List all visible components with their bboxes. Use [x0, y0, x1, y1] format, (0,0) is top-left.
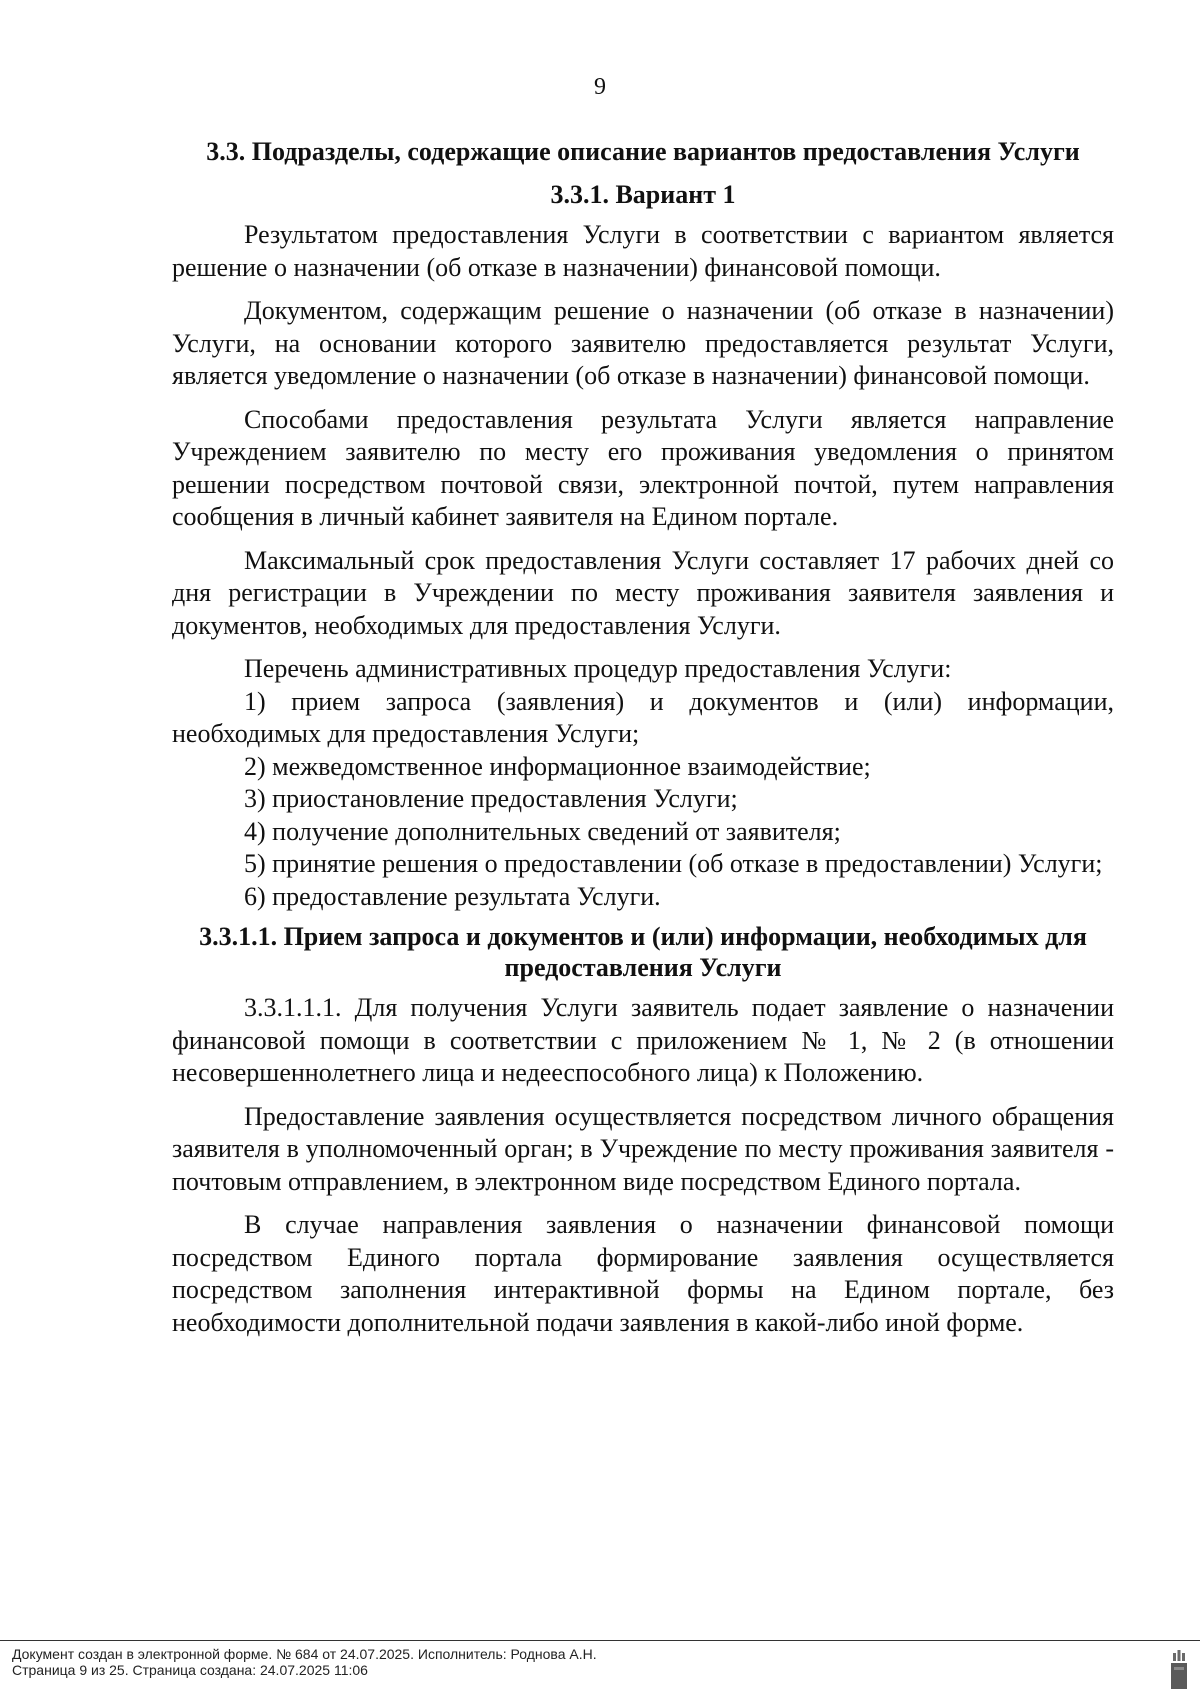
footer-line-page: Страница 9 из 25. Страница создана: 24.07.2025 11:06: [12, 1662, 368, 1678]
procedure-item: 4) получение дополнительных сведений от заявителя;: [244, 816, 841, 846]
procedure-item: 6) предоставление результата Услуги.: [244, 881, 661, 911]
paragraph-document: Документом, содержащим решение о назначении (об отказе в назначении) Услуги, на основании которого заявителю предоставляется результат Услуги, является уведомление о назначении (об отказе в назначении) финансовой помощи.: [172, 296, 1114, 390]
coat-of-arms-icon: [1168, 1649, 1190, 1691]
paragraph-max-term: Максимальный срок предоставления Услуги составляет 17 рабочих дней со дня регистрации в Учреждении по месту проживания заявителя заявления и документов, необходимых для предоставления Услуги.: [172, 545, 1114, 640]
document-footer: [0, 1640, 1200, 1678]
variant-heading: 3.3.1. Вариант 1: [550, 180, 736, 209]
procedure-item: 3) приостановление предоставления Услуги;: [244, 784, 738, 813]
paragraph-result: Результатом предоставления Услуги в соответствии с вариантом является решение о назначении (об отказе в назначении) финансовой помощи.: [172, 220, 1114, 282]
footer-line-created: Документ создан в электронной форме. № 684 от 24.07.2025. Исполнитель: Роднова А.Н.: [12, 1646, 597, 1662]
section-heading: 3.3. Подразделы, содержащие описание вариантов предоставления Услуги: [206, 137, 1080, 166]
paragraph-application: 3.3.1.1.1. Для получения Услуги заявитель подает заявление о назначении финансовой помощи в соответствии с приложением № 1, № 2 (в отношении несовершеннолетнего лица и недееспособного лица) к Положению.: [172, 993, 1114, 1087]
paragraph-methods: Способами предоставления результата Услуги является направление Учреждением заявителю по месту его проживания уведомления о принятом решении посредством почтовой связи, электронной почтой, путем направления сообщения в личный кабинет заявителя на Едином портале.: [172, 404, 1114, 531]
procedure-item: 1) прием запроса (заявления) и документов и (или) информации, необходимых для предоставления Услуги;: [172, 686, 1114, 748]
subsection-heading: 3.3.1.1. Прием запроса и документов и (или) информации, необходимых для предоставления Услуги: [199, 922, 1087, 982]
procedures-intro: Перечень административных процедур предоставления Услуги:: [244, 654, 952, 683]
procedure-item: 2) межведомственное информационное взаимодействие;: [244, 751, 871, 781]
document-body: [172, 136, 1114, 1339]
paragraph-portal: В случае направления заявления о назначении финансовой помощи посредством Единого портала формирование заявления осуществляется посредством заполнения интерактивной формы на Едином портале, без необходимости дополнительной подачи заявления в какой-либо иной форме.: [172, 1210, 1114, 1337]
procedure-item: 5) принятие решения о предоставлении (об отказе в предоставлении) Услуги;: [244, 849, 1103, 878]
footer-text: [12, 1646, 597, 1678]
paragraph-submission: Предоставление заявления осуществляется посредством личного обращения заявителя в уполномоченный орган; в Учреждение по месту проживания заявителя - почтовым отправлением, в электронном виде посредством Единого портала.: [172, 1101, 1114, 1196]
page-number: 9: [594, 74, 606, 100]
